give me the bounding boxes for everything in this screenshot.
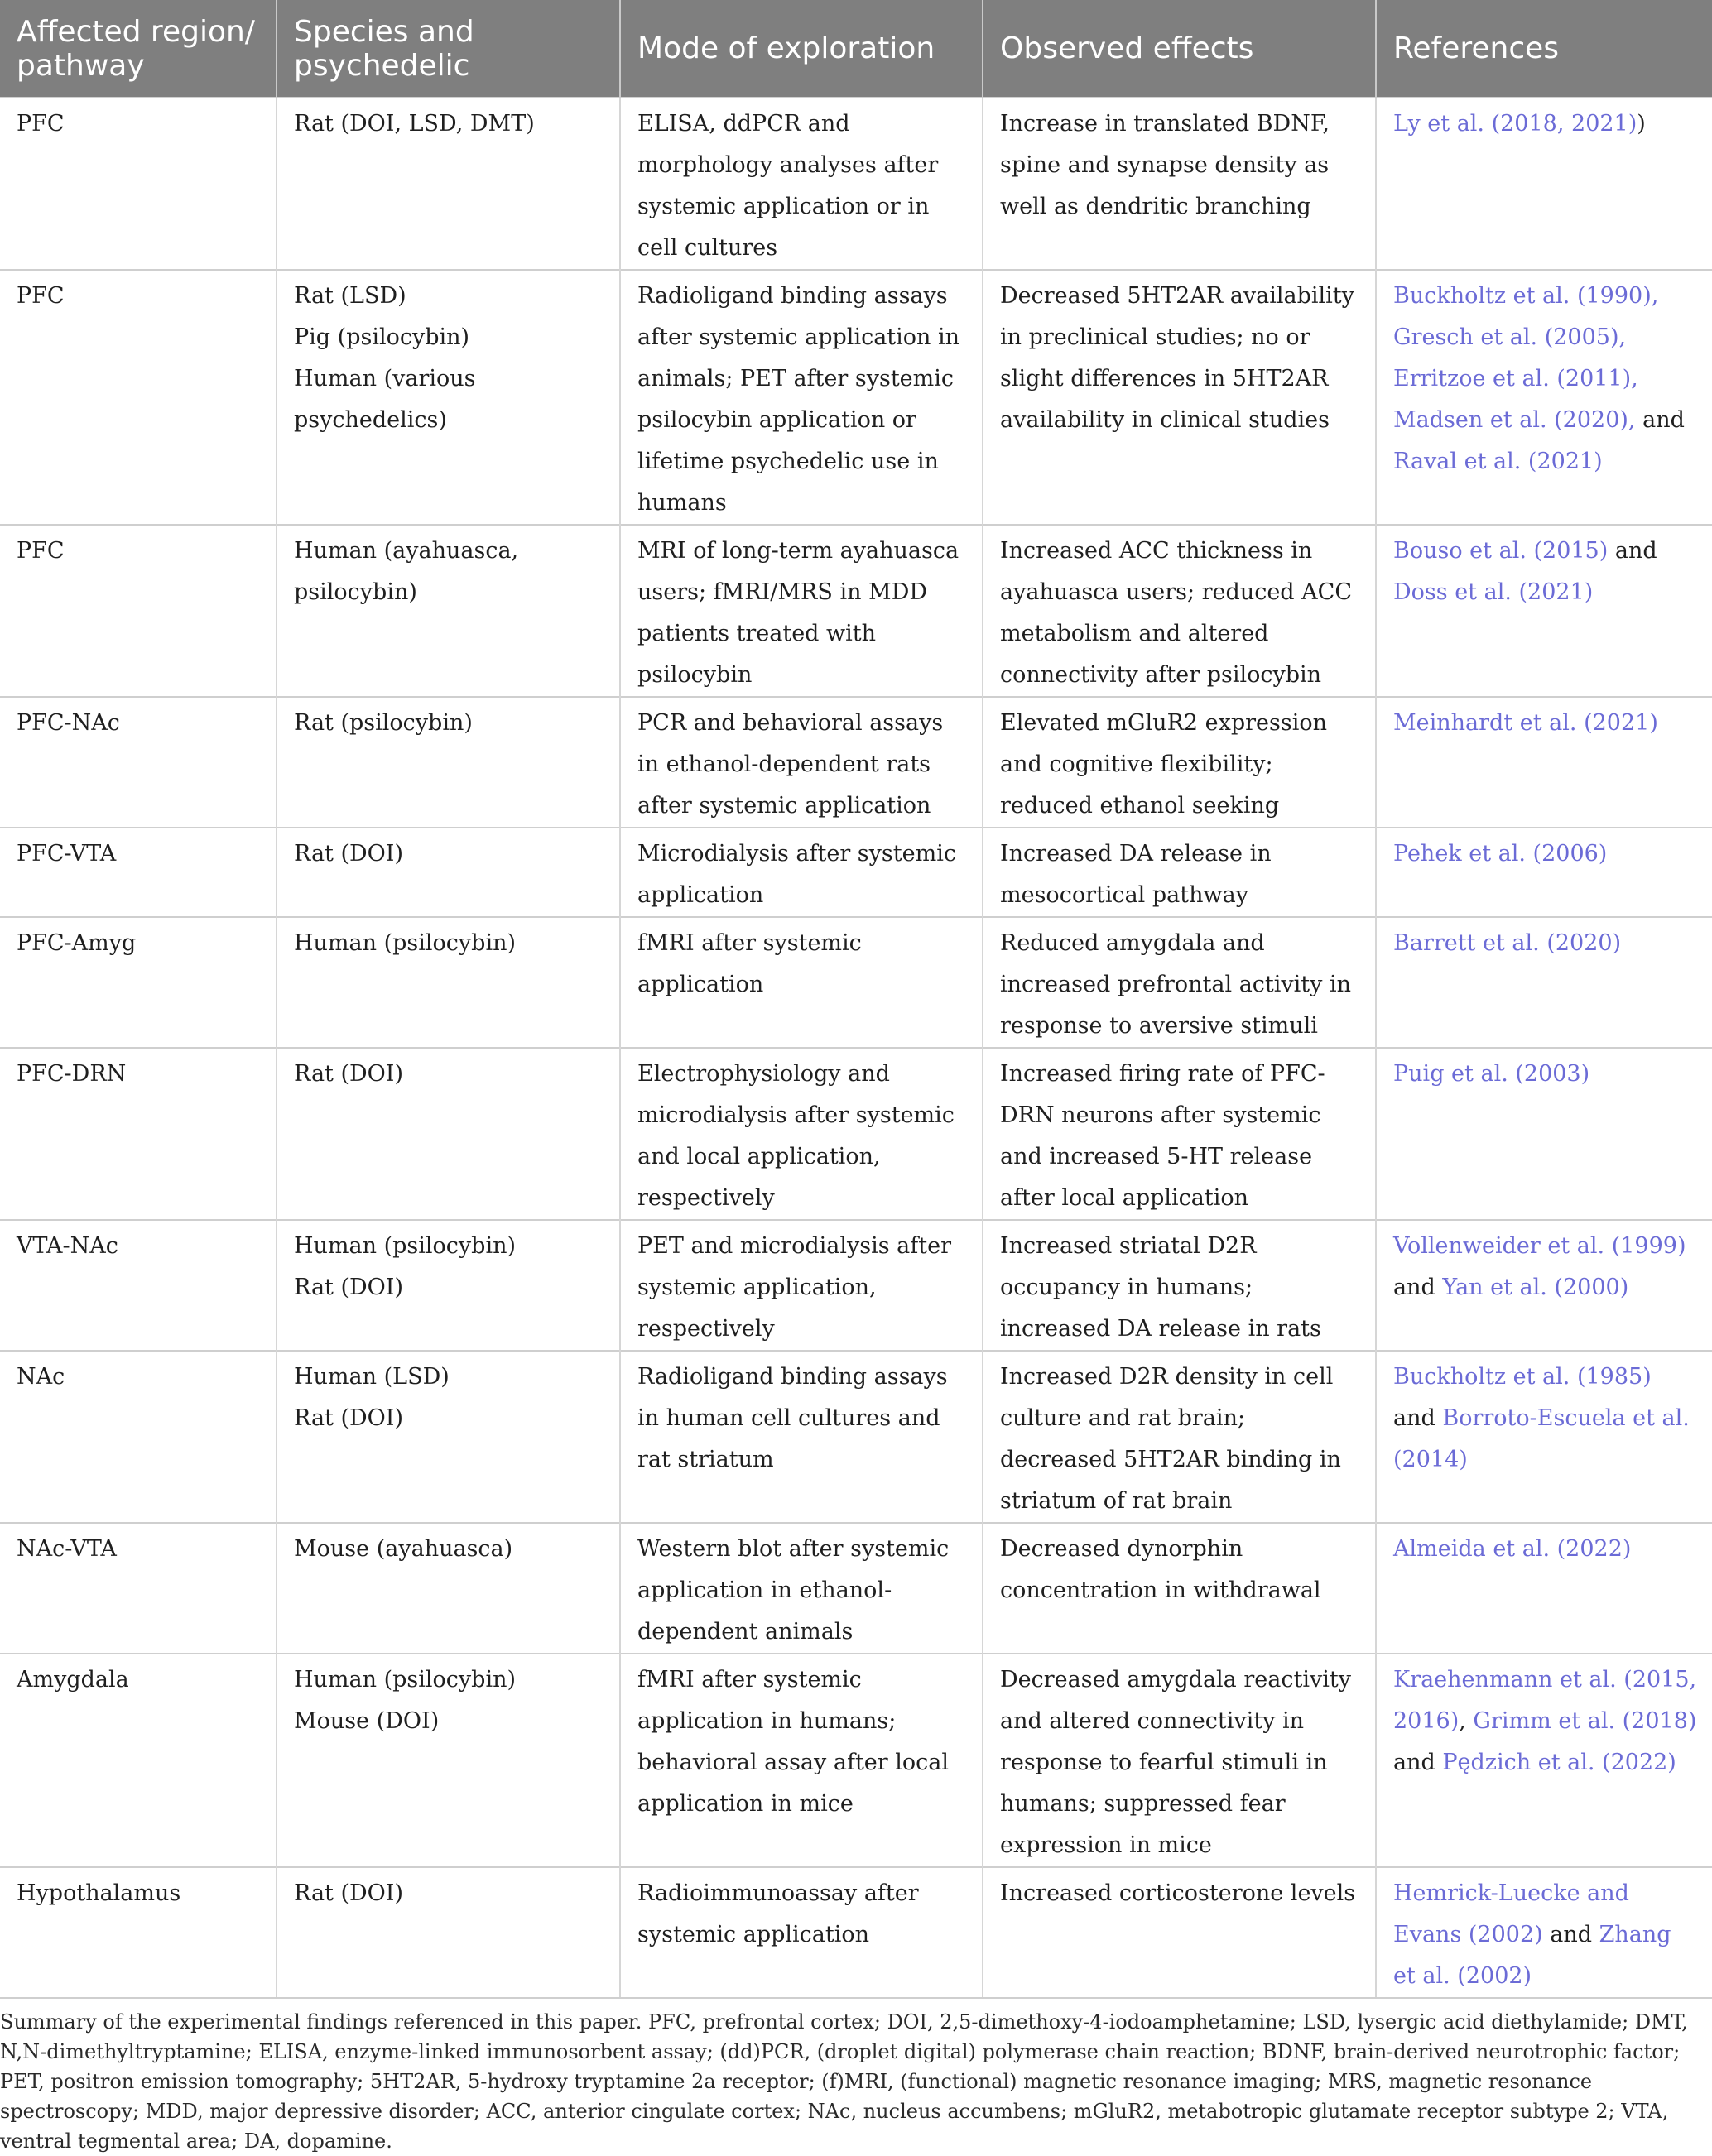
cell-species — [277, 1654, 620, 1867]
cell-effects: Increased ACC thickness in ayahuasca users; reduced ACC metabolism and altered connectivity after psilocybin — [983, 525, 1376, 697]
cell-effects: Reduced amygdala and increased prefrontal activity in response to aversive stimuli — [983, 917, 1376, 1048]
table-row — [0, 1220, 1712, 1351]
species-line: Human (psilocybin) — [294, 1667, 517, 1693]
reference-link[interactable]: Bouso et al. (2015) — [1393, 538, 1609, 564]
reference-link[interactable]: Vollenweider et al. (1999) — [1393, 1233, 1686, 1259]
header-mode: Mode of exploration — [620, 0, 983, 98]
cell-references — [1376, 1048, 1712, 1220]
species-line: Rat (DOI) — [294, 1275, 403, 1300]
reference-link[interactable]: Kraehenmann et al. (2015, 2016) — [1393, 1667, 1697, 1734]
cell-effects: Decreased dynorphin concentration in withdrawal — [983, 1523, 1376, 1654]
cell-region: NAc — [0, 1351, 277, 1523]
cell-species — [277, 1867, 620, 1998]
cell-references — [1376, 1351, 1712, 1523]
reference-text: and — [1608, 538, 1657, 564]
species-line: Human (LSD) — [294, 1364, 450, 1390]
reference-text: and — [1393, 1405, 1443, 1431]
cell-species — [277, 1523, 620, 1654]
species-line: Rat (DOI) — [294, 1880, 403, 1906]
reference-link[interactable]: Hemrick-Luecke and Evans (2002) — [1393, 1880, 1629, 1947]
species-line: Human (ayahuasca, psilocybin) — [294, 538, 519, 605]
reference-link[interactable]: Raval et al. (2021) — [1393, 449, 1603, 474]
cell-effects: Increase in translated BDNF, spine and synapse density as well as dendritic branching — [983, 98, 1376, 270]
species-line: Rat (DOI, LSD, DMT) — [294, 111, 535, 137]
species-line: Rat (DOI) — [294, 1405, 403, 1431]
cell-region: PFC-VTA — [0, 828, 277, 917]
reference-link[interactable]: Buckholtz et al. (1990), Gresch et al. (2005), Erritzoe et al. (2011), Madsen et al. (2020), — [1393, 283, 1659, 433]
cell-mode: Electrophysiology and microdialysis after systemic and local application, respectively — [620, 1048, 983, 1220]
cell-region: VTA-NAc — [0, 1220, 277, 1351]
cell-mode: PCR and behavioral assays in ethanol-dependent rats after systemic application — [620, 697, 983, 828]
table-row — [0, 1867, 1712, 1998]
table-header — [0, 0, 1712, 98]
species-line: Rat (DOI) — [294, 841, 403, 867]
cell-species — [277, 1220, 620, 1351]
species-line: Human (various psychedelics) — [294, 366, 476, 433]
reference-text: , — [1459, 1708, 1474, 1734]
cell-mode: Microdialysis after systemic application — [620, 828, 983, 917]
reference-link[interactable]: Barrett et al. (2020) — [1393, 930, 1622, 956]
reference-link[interactable]: Puig et al. (2003) — [1393, 1061, 1590, 1087]
cell-references — [1376, 98, 1712, 270]
cell-mode: MRI of long-term ayahuasca users; fMRI/MRS in MDD patients treated with psilocybin — [620, 525, 983, 697]
reference-text: ) — [1637, 111, 1646, 137]
cell-species — [277, 697, 620, 828]
header-effects: Observed effects — [983, 0, 1376, 98]
species-line: Rat (DOI) — [294, 1061, 403, 1087]
cell-species — [277, 917, 620, 1048]
species-line: Pig (psilocybin) — [294, 324, 470, 350]
reference-link[interactable]: Buckholtz et al. (1985) — [1393, 1364, 1652, 1390]
cell-region: Amygdala — [0, 1654, 277, 1867]
species-line: Rat (psilocybin) — [294, 710, 473, 736]
cell-references — [1376, 917, 1712, 1048]
cell-region: PFC — [0, 270, 277, 525]
header-row — [0, 0, 1712, 98]
cell-references — [1376, 828, 1712, 917]
cell-references — [1376, 1654, 1712, 1867]
reference-link[interactable]: Pędzich et al. (2022) — [1442, 1750, 1676, 1775]
table-caption: Summary of the experimental findings referenced in this paper. PFC, prefrontal cortex; DOI, 2,5-dimethoxy-4-iodoamphetamine; LSD, lysergic acid diethylamide; DMT, N,N-dimethyltryptamine; ELISA, enzyme-linked immunosorbent assay; (dd)PCR, (droplet digital) polymerase chain reaction; BDNF, brain-derived neurotrophic factor; PET, positron emission tomography; 5HT2AR, 5-hydroxy tryptamine 2a receptor; (f)MRI, (functional) magnetic resonance imaging; MRS, magnetic resonance spectroscopy; MDD, major depressive disorder; ACC, anterior cingulate cortex; NAc, nucleus accumbens; mGluR2, metabotropic glutamate receptor subtype 2; VTA, ventral tegmental area; DA, dopamine. — [0, 2010, 1688, 2153]
species-line: Rat (LSD) — [294, 283, 406, 309]
cell-region: PFC-DRN — [0, 1048, 277, 1220]
cell-effects: Decreased 5HT2AR availability in preclinical studies; no or slight differences in 5HT2AR availability in clinical studies — [983, 270, 1376, 525]
table-row — [0, 1654, 1712, 1867]
reference-link[interactable]: Pehek et al. (2006) — [1393, 841, 1608, 867]
header-species: Species and psychedelic — [277, 0, 620, 98]
species-line: Human (psilocybin) — [294, 1233, 517, 1259]
table-body — [0, 98, 1712, 1998]
cell-mode: Radioligand binding assays in human cell cultures and rat striatum — [620, 1351, 983, 1523]
reference-link[interactable]: Ly et al. (2018, 2021) — [1393, 111, 1637, 137]
species-line: Human (psilocybin) — [294, 930, 517, 956]
cell-references — [1376, 1523, 1712, 1654]
cell-effects: Increased DA release in mesocortical pathway — [983, 828, 1376, 917]
cell-region: PFC-Amyg — [0, 917, 277, 1048]
reference-link[interactable]: Yan et al. (2000) — [1442, 1275, 1629, 1300]
reference-link[interactable]: Grimm et al. (2018) — [1473, 1708, 1697, 1734]
cell-species — [277, 98, 620, 270]
table-row — [0, 1523, 1712, 1654]
cell-mode: ELISA, ddPCR and morphology analyses after systemic application or in cell cultures — [620, 98, 983, 270]
species-line: Mouse (DOI) — [294, 1708, 440, 1734]
cell-references — [1376, 1867, 1712, 1998]
cell-mode: fMRI after systemic application in humans; behavioral assay after local application in mice — [620, 1654, 983, 1867]
cell-mode: Radioligand binding assays after systemic application in animals; PET after systemic psilocybin application or lifetime psychedelic use in humans — [620, 270, 983, 525]
cell-species — [277, 1048, 620, 1220]
reference-text: and — [1393, 1750, 1443, 1775]
cell-effects: Elevated mGluR2 expression and cognitive flexibility; reduced ethanol seeking — [983, 697, 1376, 828]
reference-link[interactable]: Almeida et al. (2022) — [1393, 1536, 1632, 1562]
table-row — [0, 98, 1712, 270]
reference-link[interactable]: Meinhardt et al. (2021) — [1393, 710, 1658, 736]
reference-link[interactable]: Borroto-Escuela et al. (2014) — [1393, 1405, 1690, 1472]
cell-mode: PET and microdialysis after systemic application, respectively — [620, 1220, 983, 1351]
header-region: Affected region/ pathway — [0, 0, 277, 98]
reference-text: and — [1393, 1275, 1443, 1300]
cell-mode: fMRI after systemic application — [620, 917, 983, 1048]
reference-text: and — [1542, 1922, 1599, 1947]
cell-species — [277, 270, 620, 525]
cell-mode: Radioimmunoassay after systemic application — [620, 1867, 983, 1998]
cell-references — [1376, 697, 1712, 828]
header-references: References — [1376, 0, 1712, 98]
cell-region: PFC — [0, 525, 277, 697]
cell-effects: Decreased amygdala reactivity and altered connectivity in response to fearful stimuli in humans; suppressed fear expression in mice — [983, 1654, 1376, 1867]
cell-effects: Increased corticosterone levels — [983, 1867, 1376, 1998]
cell-effects: Increased firing rate of PFC-DRN neurons after systemic and increased 5-HT release after local application — [983, 1048, 1376, 1220]
cell-mode: Western blot after systemic application in ethanol-dependent animals — [620, 1523, 983, 1654]
reference-link[interactable]: Doss et al. (2021) — [1393, 579, 1594, 605]
cell-references — [1376, 270, 1712, 525]
cell-references — [1376, 1220, 1712, 1351]
table-row — [0, 1048, 1712, 1220]
cell-effects: Increased striatal D2R occupancy in humans; increased DA release in rats — [983, 1220, 1376, 1351]
cell-region: PFC — [0, 98, 277, 270]
species-line: Mouse (ayahuasca) — [294, 1536, 513, 1562]
reference-text: and — [1635, 407, 1685, 433]
cell-references — [1376, 525, 1712, 697]
cell-species — [277, 1351, 620, 1523]
table-row — [0, 270, 1712, 525]
cell-region: PFC-NAc — [0, 697, 277, 828]
table-row — [0, 917, 1712, 1048]
cell-species — [277, 525, 620, 697]
cell-effects: Increased D2R density in cell culture and rat brain; decreased 5HT2AR binding in striatum of rat brain — [983, 1351, 1376, 1523]
table-row — [0, 525, 1712, 697]
table-row — [0, 697, 1712, 828]
cell-region: NAc-VTA — [0, 1523, 277, 1654]
reference-link[interactable]: Zhang et al. (2002) — [1393, 1922, 1671, 1989]
table-row — [0, 1351, 1712, 1523]
cell-region: Hypothalamus — [0, 1867, 277, 1998]
table-row — [0, 828, 1712, 917]
cell-species — [277, 828, 620, 917]
